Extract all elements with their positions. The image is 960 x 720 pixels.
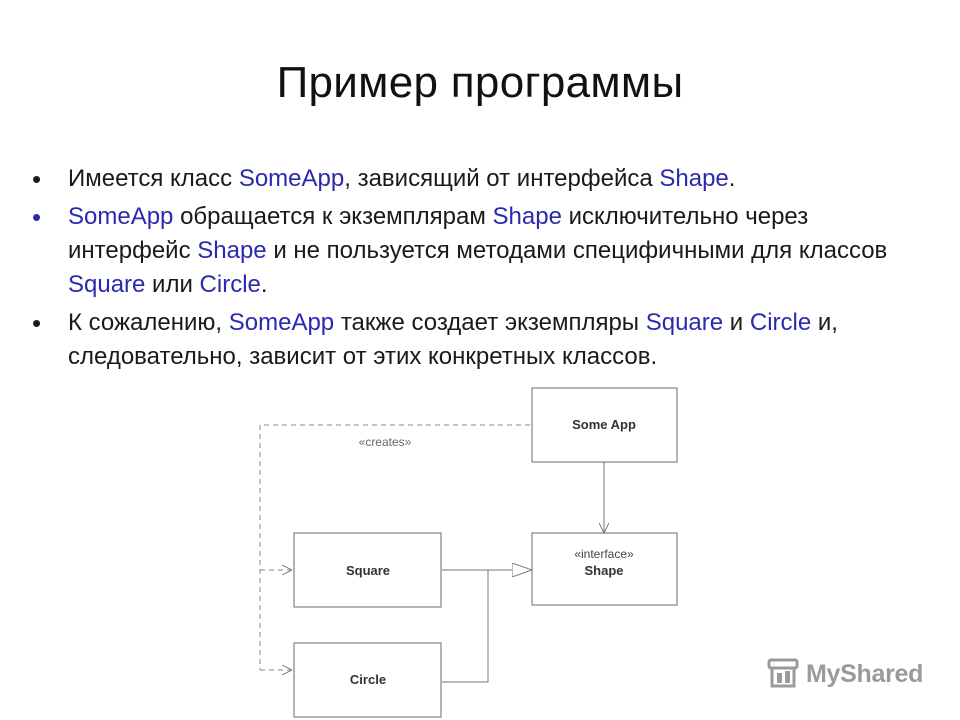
highlighted-term: SomeApp (228, 309, 335, 336)
someapp-label: Some App (572, 417, 636, 432)
highlighted-term: Shape (659, 165, 729, 192)
shape-label: Shape (584, 563, 624, 578)
highlighted-term: Shape (492, 203, 562, 230)
bullet-text-segment: исключительно через интерфейс (68, 203, 809, 264)
highlighted-term: Circle (749, 309, 812, 336)
bullet-text (68, 309, 838, 370)
bullet-text-segment: К сожалению, (68, 309, 229, 336)
bullet-item (32, 200, 937, 302)
highlighted-term: Circle (199, 271, 261, 298)
bullet-list (32, 162, 937, 378)
highlighted-term: SomeApp (238, 165, 345, 192)
square-class-box (294, 533, 441, 607)
highlighted-term: SomeApp (68, 203, 174, 230)
bullet-text-segment: Имеется класс (68, 165, 239, 192)
bullet-item (32, 162, 937, 196)
bullet-item (32, 306, 937, 374)
slide-title: Пример программы (276, 58, 684, 107)
bullet-text-segment: . (728, 165, 736, 192)
shape-stereotype: «interface» (574, 547, 634, 561)
circle-label: Circle (349, 672, 387, 687)
bullet-text-segment: обращается к экземплярам (173, 203, 493, 230)
bullet-marker: • (32, 202, 42, 232)
watermark-text: MyShared (806, 659, 924, 688)
shape-interface-box (532, 533, 677, 605)
square-label: Square (345, 563, 391, 578)
highlighted-term: Shape (197, 237, 267, 264)
bullet-text-segment: и, следовательно, зависит от этих конкретных классов. (68, 309, 838, 370)
bullet-text-segment: или (145, 271, 200, 298)
bullet-text (68, 165, 735, 192)
bullet-text-segment: , зависящий от интерфейса (344, 165, 660, 192)
creates-label: «creates» (358, 435, 412, 449)
bullet-text (68, 203, 887, 298)
bullet-marker: • (32, 164, 42, 194)
mysshared-watermark (766, 656, 923, 692)
bullet-text-segment: также создает экземпляры (334, 309, 646, 336)
someapp-class-box (532, 388, 677, 462)
uml-class-diagram (240, 380, 720, 720)
bullet-text-segment: и (723, 309, 750, 336)
bullet-marker: • (32, 308, 42, 338)
highlighted-term: Square (645, 309, 724, 336)
bullet-text-segment: и не пользуется методами специфичными для классов (266, 237, 888, 264)
circle-realization-line (442, 570, 488, 682)
bullet-text-segment: . (260, 271, 268, 298)
circle-class-box (294, 643, 441, 717)
mysshared-logo-icon (766, 657, 800, 691)
highlighted-term: Square (68, 271, 146, 298)
